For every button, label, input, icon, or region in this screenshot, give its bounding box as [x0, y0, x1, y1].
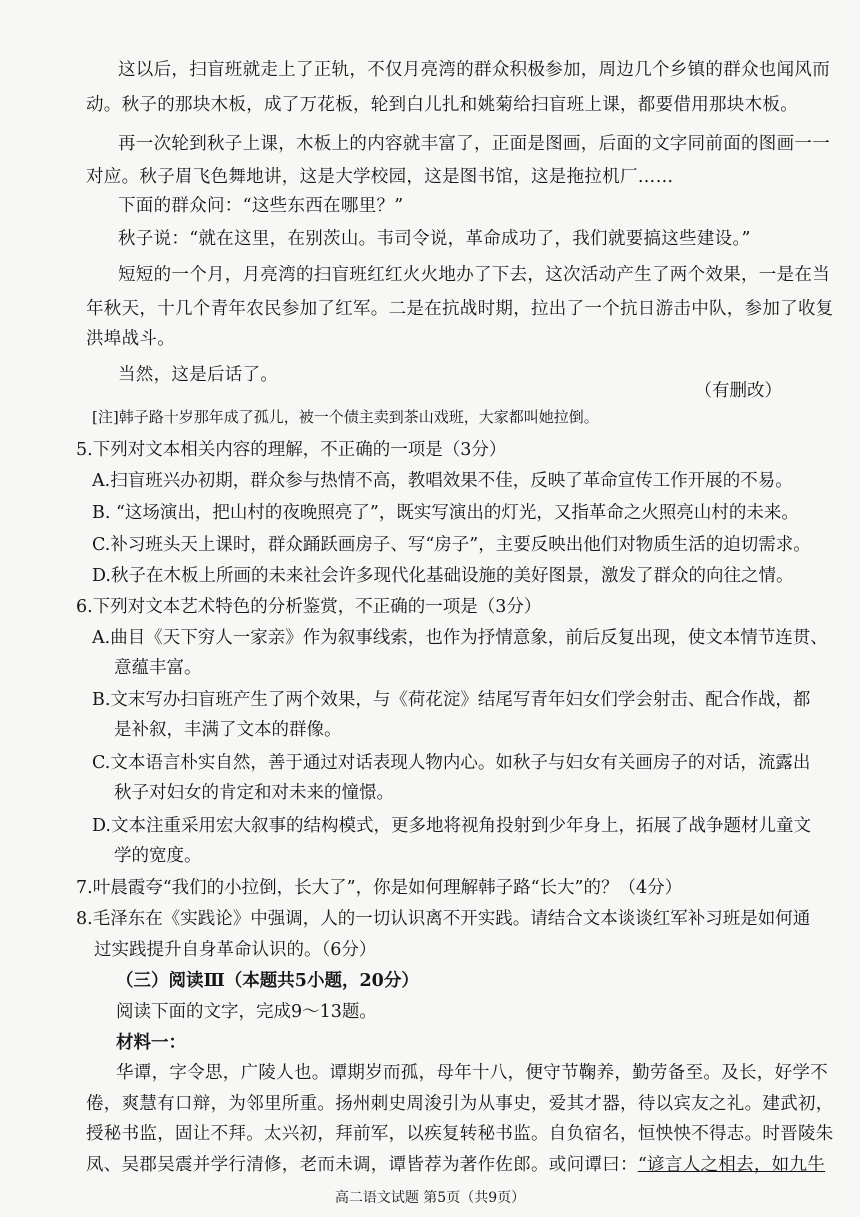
- q6-option-b-line2: 是补叙，丰满了文本的群像。: [114, 720, 342, 740]
- story-p6: 当然，这是后话了。: [118, 365, 279, 385]
- classical-line1: 华谭，字令思，广陵人也。谭期岁而孤，母年十八，便守节鞠养，勤劳备至。及长，好学不: [116, 1063, 828, 1083]
- q5-option-a: A.扫盲班兴办初期，群众参与热情不高，教唱效果不佳，反映了革命宣传工作开展的不易。: [92, 471, 793, 491]
- story-p1-line2: 动。秋子的那块木板，成了万花板，轮到白儿扎和姚菊给扫盲班上课，都要借用那块木板。: [86, 95, 798, 115]
- q6-option-a-line1: A.曲目《天下穷人一家亲》作为叙事线索，也作为抒情意象，前后反复出现，使文本情节连贯、: [92, 628, 828, 648]
- q8-line2: 过实践提升自身革命认识的。（6分）: [94, 940, 377, 960]
- story-p5-line3: 洪埠战斗。: [86, 329, 175, 349]
- story-p2-line1: 再一次轮到秋子上课，木板上的内容就丰富了，正面是图画，后面的文字同前面的图画一一: [118, 134, 830, 154]
- classical-line3: 授秘书监，固让不拜。太兴初，拜前军，以疾复转秘书监。自负宿名，恒怏怏不得志。时晋陵朱: [86, 1124, 834, 1144]
- material-label: 材料一：: [116, 1033, 186, 1053]
- page-footer: 高二语文试题 第5页（共9页）: [334, 1190, 526, 1206]
- section3-heading: （三）阅读Ⅲ（本题共5小题，20分）: [116, 971, 419, 991]
- q6-option-d-line1: D.文本注重采用宏大叙事的结构模式，更多地将视角投射到少年身上，拓展了战争题材儿童文: [92, 816, 811, 836]
- edited-note: （有删改）: [694, 381, 782, 401]
- footnote: [注]韩子路十岁那年成了孤儿，被一个债主卖到茶山戏班，大家都叫她拉倒。: [92, 408, 599, 426]
- story-p4: 秋子说：“就在这里，在别茨山。韦司令说，革命成功了，我们就要搞这些建设。”: [118, 229, 751, 249]
- q8-line1: 8.毛泽东在《实践论》中强调，人的一切认识离不开实践。请结合文本谈谈红军补习班是如何通: [76, 909, 811, 929]
- q6-option-b-line1: B.文末写办扫盲班产生了两个效果，与《荷花淀》结尾写青年妇女们学会射击、配合作战，都: [92, 690, 811, 710]
- q6-stem: 6.下列对文本艺术特色的分析鉴赏，不正确的一项是（3分）: [76, 597, 542, 617]
- q5-stem: 5.下列对文本相关内容的理解，不正确的一项是（3分）: [76, 440, 507, 460]
- story-p3: 下面的群众问：“这些东西在哪里？”: [118, 196, 404, 216]
- q7: 7.叶晨霞夸“我们的小拉倒，长大了”，你是如何理解韩子路“长大”的？（4分）: [76, 878, 683, 898]
- q6-option-a-line2: 意蕴丰富。: [114, 658, 202, 678]
- section3-instruction: 阅读下面的文字，完成9～13题。: [116, 1002, 377, 1022]
- classical-line4: [0, 1152, 860, 1178]
- story-p1-line1: 这以后，扫盲班就走上了正轨，不仅月亮湾的群众积极参加，周边几个乡镇的群众也闻风而: [118, 60, 830, 80]
- classical-line2: 倦，爽慧有口辩，为邻里所重。扬州刺史周浚引为从事史，爱其才器，待以宾友之礼。建武初，: [86, 1094, 834, 1114]
- story-p5-line1: 短短的一个月，月亮湾的扫盲班红红火火地办了下去，这次活动产生了两个效果，一是在当: [118, 265, 830, 285]
- q6-option-c-line2: 秋子对妇女的肯定和对未来的憧憬。: [114, 783, 394, 803]
- underlined-sentence: “谚言人之相去，如九牛: [637, 1155, 826, 1175]
- q5-option-c: C.补习班头天上课时，群众踊跃画房子、写“房子”，主要反映出他们对物质生活的迫切需求。: [92, 535, 811, 555]
- classical-line4-text: 凤、吴郡吴震并学行清修，老而未调，谭皆荐为著作佐郎。或问谭曰：: [86, 1155, 638, 1175]
- story-p2-line2: 对应。秋子眉飞色舞地讲，这是大学校园，这是图书馆，这是拖拉机厂……: [86, 167, 674, 187]
- q5-option-d: D.秋子在木板上所画的未来社会许多现代化基础设施的美好图景，激发了群众的向往之情。: [92, 566, 794, 586]
- story-p5-line2: 年秋天，十几个青年农民参加了红军。二是在抗战时期，拉出了一个抗日游击中队，参加了收复: [86, 299, 834, 319]
- q5-option-b: B. “这场演出，把山村的夜晚照亮了”，既实写演出的灯光，又指革命之火照亮山村的未来。: [92, 503, 799, 523]
- q6-option-c-line1: C.文本语言朴实自然，善于通过对话表现人物内心。如秋子与妇女有关画房子的对话，流露出: [92, 753, 811, 773]
- q6-option-d-line2: 学的宽度。: [114, 846, 202, 866]
